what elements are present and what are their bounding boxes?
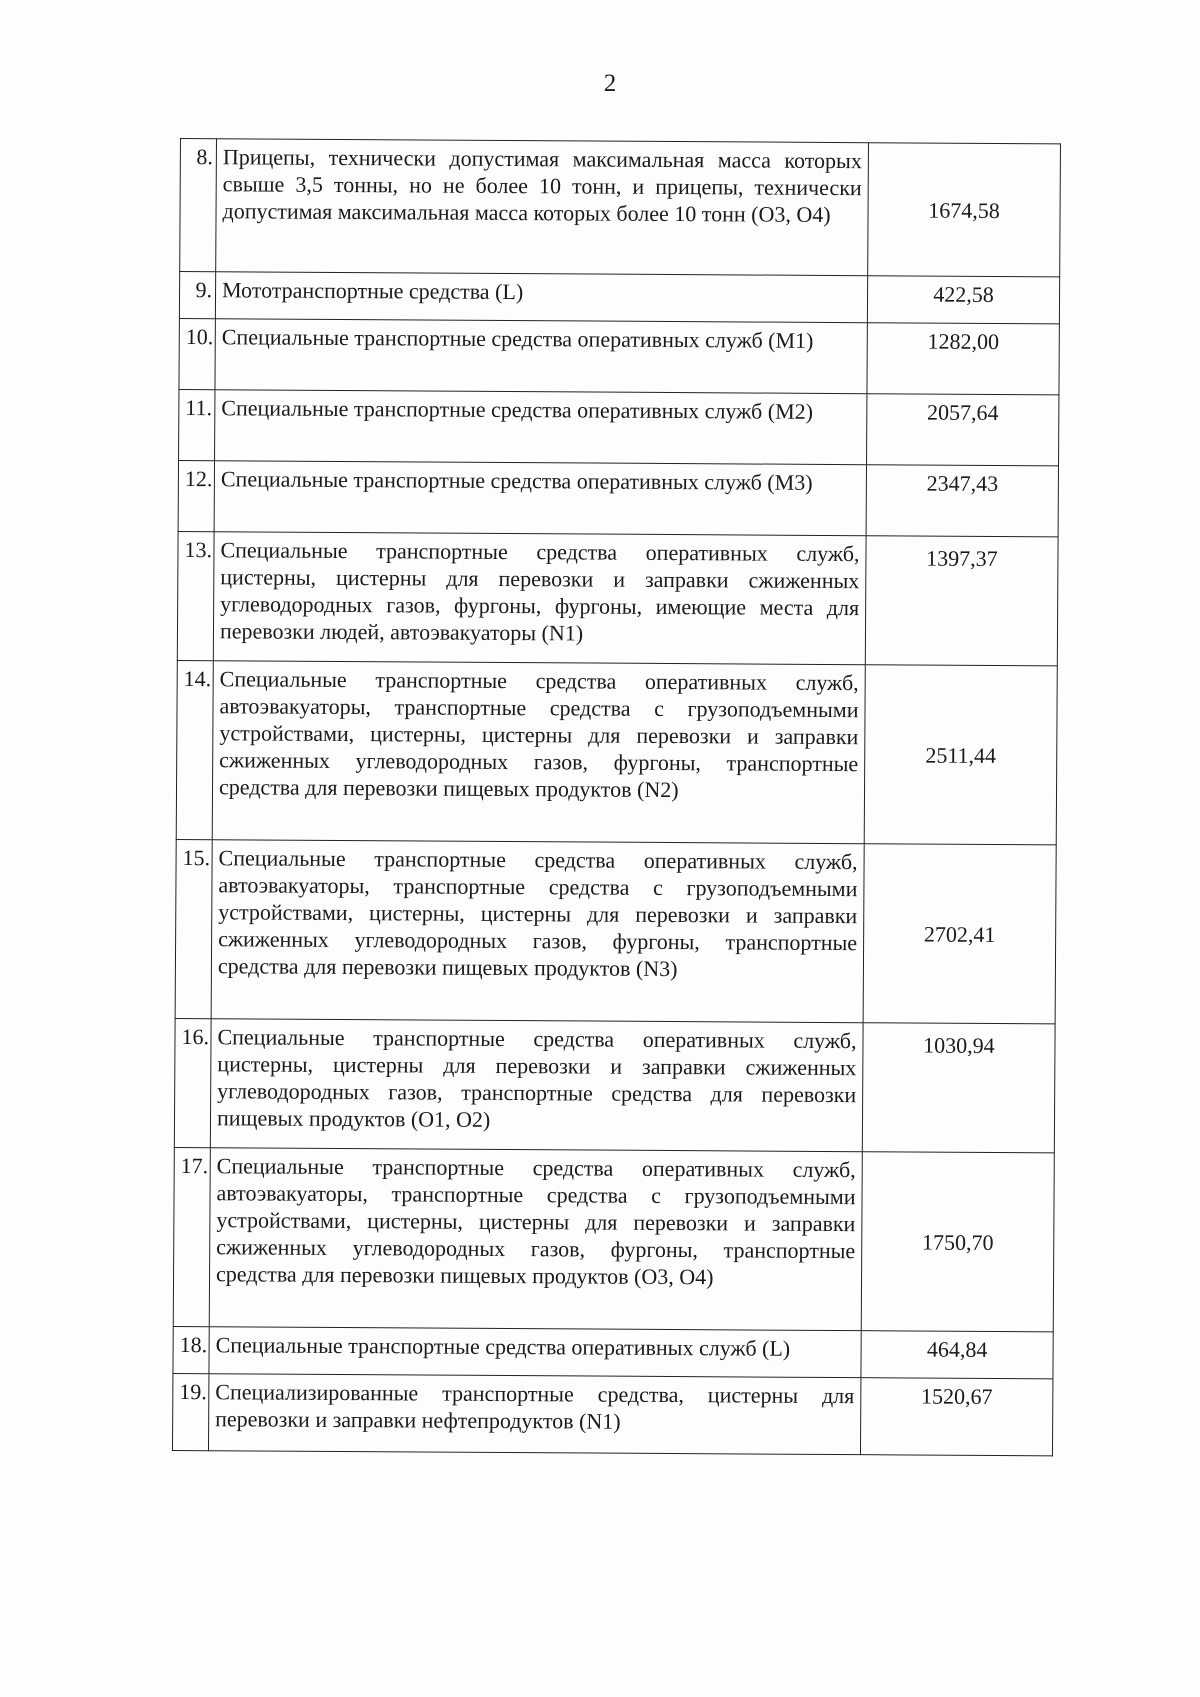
row-value: 2057,64	[867, 394, 1059, 466]
row-value: 1520,67	[860, 1378, 1052, 1456]
table-row	[179, 272, 1059, 324]
table-row	[177, 531, 1058, 665]
row-number: 17.	[173, 1147, 210, 1326]
row-number: 19.	[172, 1373, 208, 1450]
row-number: 10.	[179, 318, 215, 389]
table-row	[172, 1373, 1052, 1455]
row-value: 464,84	[861, 1331, 1053, 1379]
row-value: 1397,37	[865, 536, 1058, 666]
row-number: 12.	[178, 460, 214, 531]
row-description: Специальные транспортные средства оперативных служб, автоэвакуаторы, транспортные средства с грузоподъемными устройствами, цистерны, цистерны для перевозки и заправки сжиженных углеводородных газов, фургоны, транспортные средства для перевозки пищевых продуктов (N2)	[212, 661, 865, 844]
page-number: 2	[603, 70, 617, 97]
row-description: Специальные транспортные средства оперативных служб, автоэвакуаторы, транспортные средства с грузоподъемными устройствами, цистерны, цистерны для перевозки и заправки сжиженных углеводородных газов, фургоны, транспортные средства для перевозки пищевых продуктов (O3, O4)	[209, 1148, 862, 1331]
row-number: 14.	[176, 660, 213, 839]
table-row	[173, 1147, 1054, 1331]
row-number: 8.	[180, 139, 217, 272]
row-number: 18.	[173, 1326, 209, 1373]
table-row	[174, 1018, 1055, 1152]
row-description: Специальные транспортные средства оперативных служб, цистерны, цистерны для перевозки и заправки сжиженных углеводородных газов, фургоны, фургоны, имеющие места для перевозки людей, автоэвакуаторы (N1)	[213, 532, 866, 665]
row-value: 1750,70	[861, 1152, 1054, 1332]
row-number: 15.	[175, 839, 212, 1018]
table-row	[179, 389, 1059, 465]
row-number: 9.	[179, 272, 215, 319]
row-description: Мототранспортные средства (L)	[215, 272, 867, 323]
row-description: Специальные транспортные средства оперативных служб, цистерны, цистерны для перевозки и заправки сжиженных углеводородных газов, транспортные средства для перевозки пищевых продуктов (O1, O2)	[210, 1019, 863, 1152]
row-value: 1030,94	[862, 1023, 1055, 1153]
row-value: 1282,00	[867, 323, 1059, 395]
row-description: Специальные транспортные средства оперативных служб (M3)	[214, 461, 866, 536]
table-row	[175, 839, 1056, 1023]
row-value: 422,58	[867, 276, 1059, 324]
row-description: Прицепы, технически допустимая максимальная масса которых свыше 3,5 тонны, но не более 10 тонн, и прицепы, технически допустимая максимальная масса которых более 10 тонн (O3, O4)	[216, 139, 869, 276]
table-row	[179, 318, 1059, 394]
tariff-table	[172, 138, 1061, 1456]
row-value: 2511,44	[864, 665, 1057, 845]
row-value: 1674,58	[868, 143, 1061, 277]
row-value: 2347,43	[866, 465, 1058, 537]
row-number: 13.	[177, 531, 214, 660]
row-description: Специализированные транспортные средства, цистерны для перевозки и заправки нефтепродуктов (N1)	[208, 1374, 860, 1455]
table-row	[173, 1326, 1053, 1378]
row-description: Специальные транспортные средства оперативных служб (M2)	[215, 390, 867, 465]
table-row	[178, 460, 1058, 536]
row-description: Специальные транспортные средства оперативных служб (L)	[209, 1327, 861, 1378]
row-description: Специальные транспортные средства оперативных служб, автоэвакуаторы, транспортные средства с грузоподъемными устройствами, цистерны, цистерны для перевозки и заправки сжиженных углеводородных газов, фургоны, транспортные средства для перевозки пищевых продуктов (N3)	[211, 840, 864, 1023]
table-row	[180, 139, 1061, 277]
row-description: Специальные транспортные средства оперативных служб (M1)	[215, 319, 867, 394]
table-row	[176, 660, 1057, 844]
row-number: 16.	[174, 1018, 211, 1147]
row-value: 2702,41	[863, 844, 1056, 1024]
row-number: 11.	[179, 389, 215, 460]
